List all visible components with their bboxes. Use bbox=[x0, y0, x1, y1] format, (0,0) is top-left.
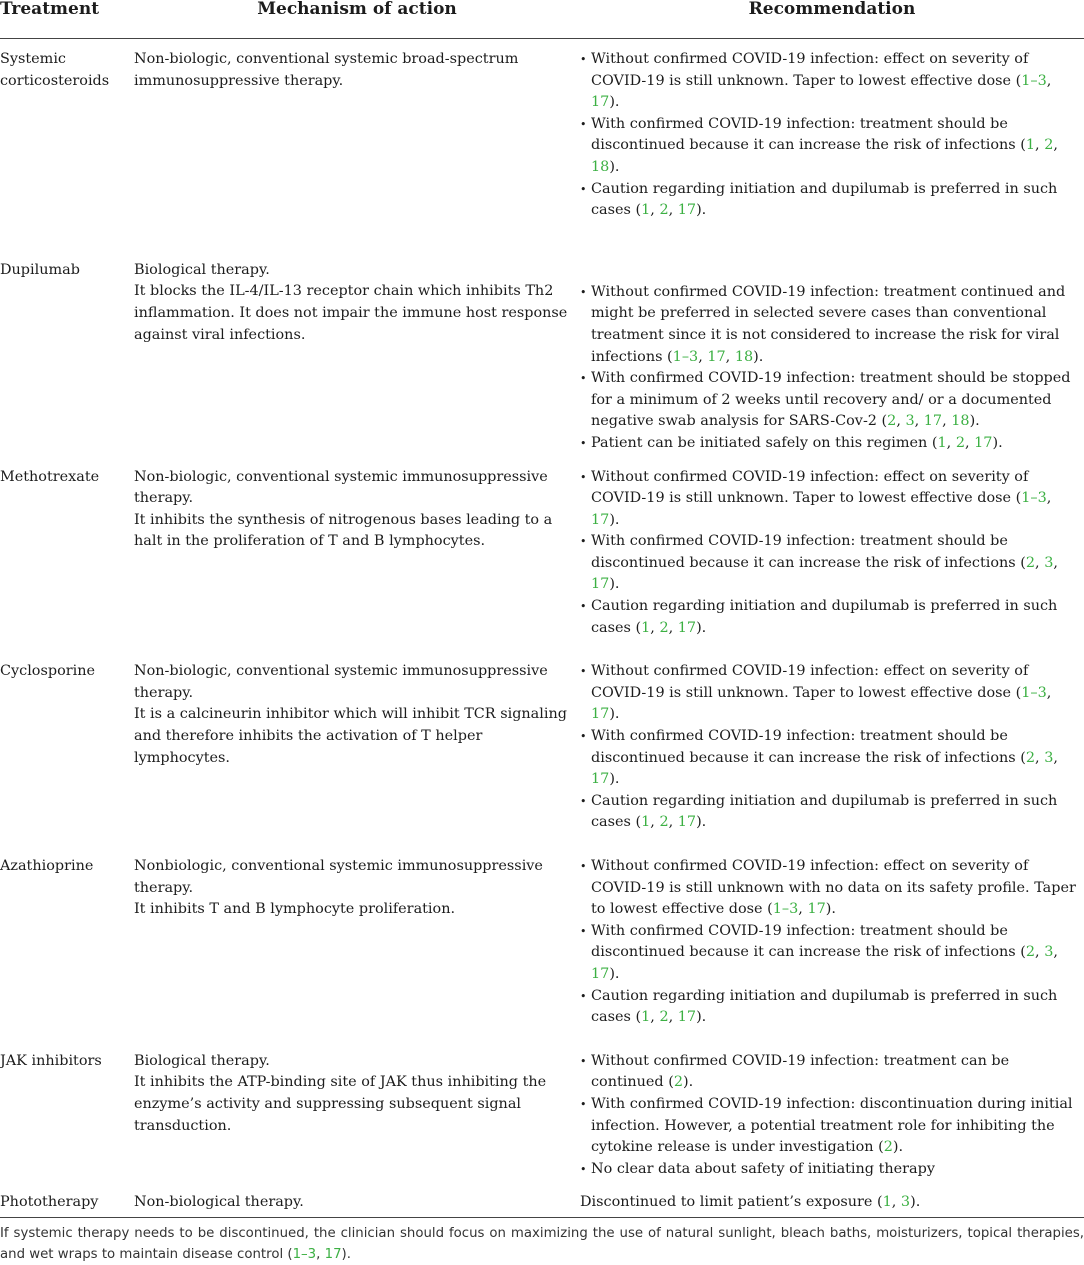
citation-link[interactable]: 2 bbox=[955, 434, 965, 451]
text-run: , bbox=[891, 1194, 901, 1211]
recommendation-list bbox=[580, 467, 1084, 640]
text-run: ). bbox=[696, 814, 707, 831]
header-mechanism: Mechanism of action bbox=[134, 0, 580, 39]
treatment-name: Systemic bbox=[0, 51, 66, 67]
mechanism-cell bbox=[134, 856, 580, 1051]
table-header bbox=[0, 0, 1084, 39]
mechanism-text: It inhibits the synthesis of nitrogenous bases leading to a halt in the proliferation of T and B lymphocytes. bbox=[134, 511, 553, 550]
recommendation-item bbox=[580, 433, 1084, 455]
text-run: ). bbox=[753, 348, 764, 365]
text-run: With confirmed COVID-19 infection: treatment should be discontinued because it can increase the risk of infections ( bbox=[591, 533, 1026, 571]
text-run: ). bbox=[910, 1194, 921, 1211]
text-run: With confirmed COVID-19 infection: treatment should be discontinued because it can increase the risk of infections ( bbox=[591, 728, 1026, 766]
text-run: ). bbox=[341, 1246, 351, 1262]
text-run: With confirmed COVID-19 infection: discontinuation during initial infection. However, a potential treatment role for inhibiting the cytokine release is under investigation ( bbox=[591, 1095, 1073, 1156]
mechanism-text: It is a calcineurin inhibitor which will inhibit TCR signaling and therefore inhibits the activation of T helper lymphocytes. bbox=[134, 706, 567, 766]
mechanism-text: Non-biologic, conventional systemic immunosuppressive therapy. bbox=[134, 663, 548, 701]
treatment-name: Methotrexate bbox=[0, 468, 100, 485]
recommendation-cell bbox=[580, 661, 1084, 856]
mechanism-text: It inhibits the ATP-binding site of JAK thus inhibiting the enzyme’s activity and suppressing subsequent signal transduction. bbox=[134, 1074, 547, 1134]
recommendation-item bbox=[580, 531, 1084, 596]
recommendation-item bbox=[580, 1051, 1084, 1094]
text-run: , bbox=[946, 434, 956, 451]
text-run: , bbox=[668, 619, 678, 636]
text-run: If systemic therapy needs to be discontinued, the clinician should focus on maximizing the use of natural sunlight, bleach baths, moisturizers, topical therapies, and wet wraps to maintain disease control ( bbox=[0, 1225, 1084, 1262]
treatment-name: corticosteroids bbox=[0, 72, 110, 89]
recommendation-item bbox=[580, 179, 1084, 222]
mechanism-cell bbox=[134, 1051, 580, 1193]
text-run: , bbox=[725, 348, 735, 365]
citation-link[interactable]: 1 bbox=[937, 434, 947, 451]
treatment-name: Cyclosporine bbox=[0, 663, 95, 680]
text-run: , bbox=[668, 202, 678, 219]
text-run: , bbox=[650, 619, 660, 636]
citation-link[interactable]: 18 bbox=[591, 158, 610, 175]
text-run: Caution regarding initiation and dupilumab is preferred in such cases ( bbox=[591, 792, 1058, 831]
text-run: , bbox=[668, 814, 678, 831]
mechanism-text: It blocks the IL-4/IL-13 receptor chain which inhibits Th2 inflammation. It does not impair the immune host response against viral infections. bbox=[134, 283, 568, 343]
table-row bbox=[0, 856, 1084, 1051]
text-run: , bbox=[1046, 490, 1052, 507]
citation-link[interactable]: 2 bbox=[659, 814, 669, 831]
text-run: ). bbox=[696, 1009, 707, 1026]
recommendation-item bbox=[580, 1159, 1084, 1181]
mechanism-cell bbox=[134, 1192, 580, 1217]
recommendation-item bbox=[580, 467, 1084, 532]
recommendation-cell bbox=[580, 39, 1084, 260]
citation-link[interactable]: 17 bbox=[974, 434, 993, 451]
text-run: Without confirmed COVID-19 infection: effect on severity of COVID-19 is still unknown. Taper to lowest effective dose ( bbox=[591, 663, 1029, 701]
citation-link[interactable]: 1–3 bbox=[1021, 684, 1047, 701]
citation-link[interactable]: 2 bbox=[883, 1139, 893, 1156]
citation-link[interactable]: 17 bbox=[591, 94, 610, 111]
citation-link[interactable]: 1–3 bbox=[672, 348, 699, 365]
citation-link[interactable]: 2 bbox=[1025, 749, 1036, 766]
recommendation-item bbox=[580, 791, 1084, 834]
treatment-name: JAK inhibitors bbox=[0, 1052, 102, 1069]
text-run: , bbox=[650, 1009, 660, 1026]
table-footnote bbox=[0, 1218, 1084, 1265]
citation-link[interactable]: 1–3 bbox=[772, 901, 799, 918]
citation-link[interactable]: 2 bbox=[659, 1009, 669, 1026]
table-body bbox=[0, 39, 1084, 1218]
mechanism-text: Non-biological therapy. bbox=[134, 1194, 304, 1211]
citation-link[interactable]: 17 bbox=[591, 511, 610, 528]
recommendation-list bbox=[580, 282, 1084, 455]
text-run: ). bbox=[825, 901, 836, 918]
text-run: ). bbox=[609, 158, 620, 175]
citation-link[interactable]: 17 bbox=[707, 348, 726, 365]
text-run: ). bbox=[969, 413, 980, 430]
text-run: ). bbox=[609, 706, 620, 723]
text-run: , bbox=[1035, 944, 1045, 961]
text-run: , bbox=[1035, 554, 1045, 571]
mechanism-text: Biological therapy. bbox=[134, 261, 270, 278]
header-recommendation: Recommendation bbox=[580, 0, 1084, 39]
text-run: Without confirmed COVID-19 infection: effect on severity of COVID-19 is still unknown with no data on its safety profile. Taper to lowest effective dose ( bbox=[591, 858, 1076, 918]
citation-link[interactable]: 3 bbox=[1044, 554, 1054, 571]
text-run: Caution regarding initiation and dupilumab is preferred in such cases ( bbox=[591, 180, 1058, 219]
text-run: , bbox=[650, 814, 660, 831]
text-run: , bbox=[914, 413, 924, 430]
citation-link[interactable]: 1–3 bbox=[1021, 490, 1047, 507]
text-run: , bbox=[698, 348, 708, 365]
citation-link[interactable]: 1 bbox=[641, 814, 651, 831]
text-run: ). bbox=[609, 511, 620, 528]
text-run: Without confirmed COVID-19 infection: effect on severity of COVID-19 is still unknown. Taper to lowest effective dose ( bbox=[591, 51, 1029, 89]
citation-link[interactable]: 1 bbox=[1025, 137, 1036, 154]
recommendation-list bbox=[580, 49, 1084, 222]
text-run: ). bbox=[992, 434, 1003, 451]
recommendation-item bbox=[580, 49, 1084, 114]
recommendation-item bbox=[580, 368, 1084, 433]
treatment-name: Dupilumab bbox=[0, 261, 80, 278]
recommendation-list bbox=[580, 661, 1084, 834]
recommendation-cell bbox=[580, 856, 1084, 1051]
text-run: ). bbox=[609, 771, 620, 788]
text-run: Discontinued to limit patient’s exposure ( bbox=[580, 1194, 883, 1211]
text-run: Patient can be initiated safely on this regimen ( bbox=[591, 434, 938, 451]
treatment-cell bbox=[0, 1192, 134, 1217]
citation-link[interactable]: 2 bbox=[1025, 554, 1036, 571]
recommendation-item bbox=[580, 856, 1084, 921]
text-run: Without confirmed COVID-19 infection: treatment can be continued ( bbox=[591, 1052, 1010, 1091]
recommendation-item bbox=[580, 114, 1084, 179]
citation-link[interactable]: 2 bbox=[887, 413, 897, 430]
treatment-name: Phototherapy bbox=[0, 1194, 99, 1211]
text-run: Caution regarding initiation and dupilumab is preferred in such cases ( bbox=[591, 598, 1058, 636]
text-run: ). bbox=[696, 202, 707, 219]
citation-link[interactable]: 2 bbox=[659, 202, 669, 219]
citation-link[interactable]: 1 bbox=[882, 1194, 892, 1211]
recommendation-item bbox=[580, 661, 1084, 726]
text-run: With confirmed COVID-19 infection: treatment should be discontinued because it can increase the risk of infections ( bbox=[591, 922, 1026, 961]
text-run: ). bbox=[609, 94, 620, 111]
text-run: , bbox=[1053, 137, 1058, 154]
text-run: ). bbox=[696, 619, 707, 636]
text-run: , bbox=[1053, 944, 1058, 961]
treatment-cell bbox=[0, 856, 134, 1051]
text-run: , bbox=[650, 202, 660, 219]
table-row bbox=[0, 661, 1084, 856]
recommendation-cell bbox=[580, 260, 1084, 467]
table-row bbox=[0, 467, 1084, 662]
citation-link[interactable]: 1 bbox=[641, 619, 651, 636]
citation-link[interactable]: 3 bbox=[1044, 944, 1054, 961]
citation-link[interactable]: 2 bbox=[1025, 944, 1036, 961]
treatment-name: Azathioprine bbox=[0, 858, 94, 874]
treatment-cell bbox=[0, 260, 134, 467]
mechanism-text: Nonbiologic, conventional systemic immunosuppressive therapy. bbox=[134, 858, 543, 896]
table-row bbox=[0, 1051, 1084, 1193]
recommendation-cell bbox=[580, 1192, 1084, 1217]
citation-link[interactable]: 17 bbox=[677, 814, 697, 831]
citation-link[interactable]: 17 bbox=[591, 576, 610, 593]
citation-link[interactable]: 17 bbox=[923, 413, 943, 430]
mechanism-text: Non-biologic, conventional systemic immunosuppressive therapy. bbox=[134, 468, 548, 507]
citation-link[interactable]: 2 bbox=[1044, 137, 1054, 154]
citation-link[interactable]: 2 bbox=[673, 1074, 683, 1091]
recommendation-item bbox=[580, 986, 1084, 1029]
text-run: , bbox=[316, 1246, 325, 1262]
citation-link[interactable]: 3 bbox=[900, 1194, 911, 1211]
citation-link[interactable]: 17 bbox=[807, 901, 826, 918]
recommendation-item bbox=[580, 282, 1084, 368]
citation-link[interactable]: 18 bbox=[734, 348, 754, 365]
table-row bbox=[0, 1192, 1084, 1217]
citation-link[interactable]: 17 bbox=[677, 1009, 697, 1026]
recommendation-list bbox=[580, 856, 1084, 1029]
citation-link[interactable]: 1–3 bbox=[1021, 72, 1047, 89]
text-run: , bbox=[964, 434, 975, 451]
recommendation-item bbox=[580, 596, 1084, 639]
mechanism-cell bbox=[134, 467, 580, 662]
table-row bbox=[0, 39, 1084, 260]
header-treatment: Treatment bbox=[0, 0, 134, 39]
mechanism-text: Non-biologic, conventional systemic broad-spectrum bbox=[134, 51, 519, 67]
mechanism-text: immunosuppressive therapy. bbox=[134, 72, 344, 89]
text-run: , bbox=[896, 413, 906, 430]
text-run: , bbox=[1053, 554, 1058, 571]
citation-link[interactable]: 1 bbox=[641, 202, 651, 219]
text-run: , bbox=[1035, 137, 1045, 154]
text-run: No clear data about safety of initiating therapy bbox=[591, 1160, 935, 1177]
citation-link[interactable]: 1–3 bbox=[292, 1246, 317, 1262]
text-run: Without confirmed COVID-19 infection: treatment continued and might be preferred in selected severe cases than conventional treatment since it is not considered to increase the risk for viral infections ( bbox=[591, 283, 1066, 365]
text-run: , bbox=[798, 901, 808, 918]
table-row bbox=[0, 260, 1084, 467]
citation-link[interactable]: 1 bbox=[641, 1009, 651, 1026]
citation-link[interactable]: 3 bbox=[905, 413, 915, 430]
text-run: , bbox=[1035, 749, 1045, 766]
recommendation-cell bbox=[580, 467, 1084, 662]
treatment-cell bbox=[0, 39, 134, 260]
text-run: ). bbox=[609, 965, 620, 982]
text-run: , bbox=[668, 1009, 678, 1026]
text-run: ). bbox=[609, 576, 620, 593]
citation-link[interactable]: 3 bbox=[1044, 749, 1054, 766]
citation-link[interactable]: 18 bbox=[951, 413, 970, 430]
recommendation-item bbox=[580, 726, 1084, 791]
recommendation-cell bbox=[580, 1051, 1084, 1193]
citation-link[interactable]: 2 bbox=[659, 619, 669, 636]
treatment-cell bbox=[0, 661, 134, 856]
recommendation-item bbox=[580, 1094, 1084, 1159]
mechanism-text: Biological therapy. bbox=[134, 1052, 270, 1069]
citation-link[interactable]: 17 bbox=[677, 619, 697, 636]
text-run: ). bbox=[892, 1139, 904, 1156]
text-run: With confirmed COVID-19 infection: treatment should be discontinued because it can increase the risk of infections ( bbox=[591, 115, 1026, 154]
recommendation-item bbox=[580, 921, 1084, 986]
citation-link[interactable]: 17 bbox=[677, 202, 697, 219]
mechanism-cell bbox=[134, 39, 580, 260]
treatment-cell bbox=[0, 1051, 134, 1193]
citation-link[interactable]: 17 bbox=[591, 706, 610, 723]
mechanism-text: It inhibits T and B lymphocyte proliferation. bbox=[134, 901, 456, 918]
citation-link[interactable]: 17 bbox=[591, 965, 610, 982]
citation-link[interactable]: 17 bbox=[591, 771, 610, 788]
text-run: With confirmed COVID-19 infection: treatment should be stopped for a minimum of 2 weeks until recovery and/ or a documented negative swab analysis for SARS-Cov-2 ( bbox=[591, 370, 1071, 430]
mechanism-cell bbox=[134, 661, 580, 856]
text-run: ). bbox=[683, 1074, 694, 1091]
text-run: , bbox=[942, 413, 952, 430]
text-run: , bbox=[1053, 749, 1058, 766]
text-run: Caution regarding initiation and dupilumab is preferred in such cases ( bbox=[591, 987, 1058, 1026]
mechanism-cell bbox=[134, 260, 580, 467]
text-run: Without confirmed COVID-19 infection: effect on severity of COVID-19 is still unknown. Taper to lowest effective dose ( bbox=[591, 468, 1029, 507]
recommendation-list bbox=[580, 1051, 1084, 1181]
treatment-cell bbox=[0, 467, 134, 662]
text-run: , bbox=[1046, 684, 1052, 701]
citation-link[interactable]: 17 bbox=[324, 1246, 342, 1262]
text-run: , bbox=[1046, 72, 1052, 89]
recommendation-text bbox=[580, 1192, 1084, 1214]
